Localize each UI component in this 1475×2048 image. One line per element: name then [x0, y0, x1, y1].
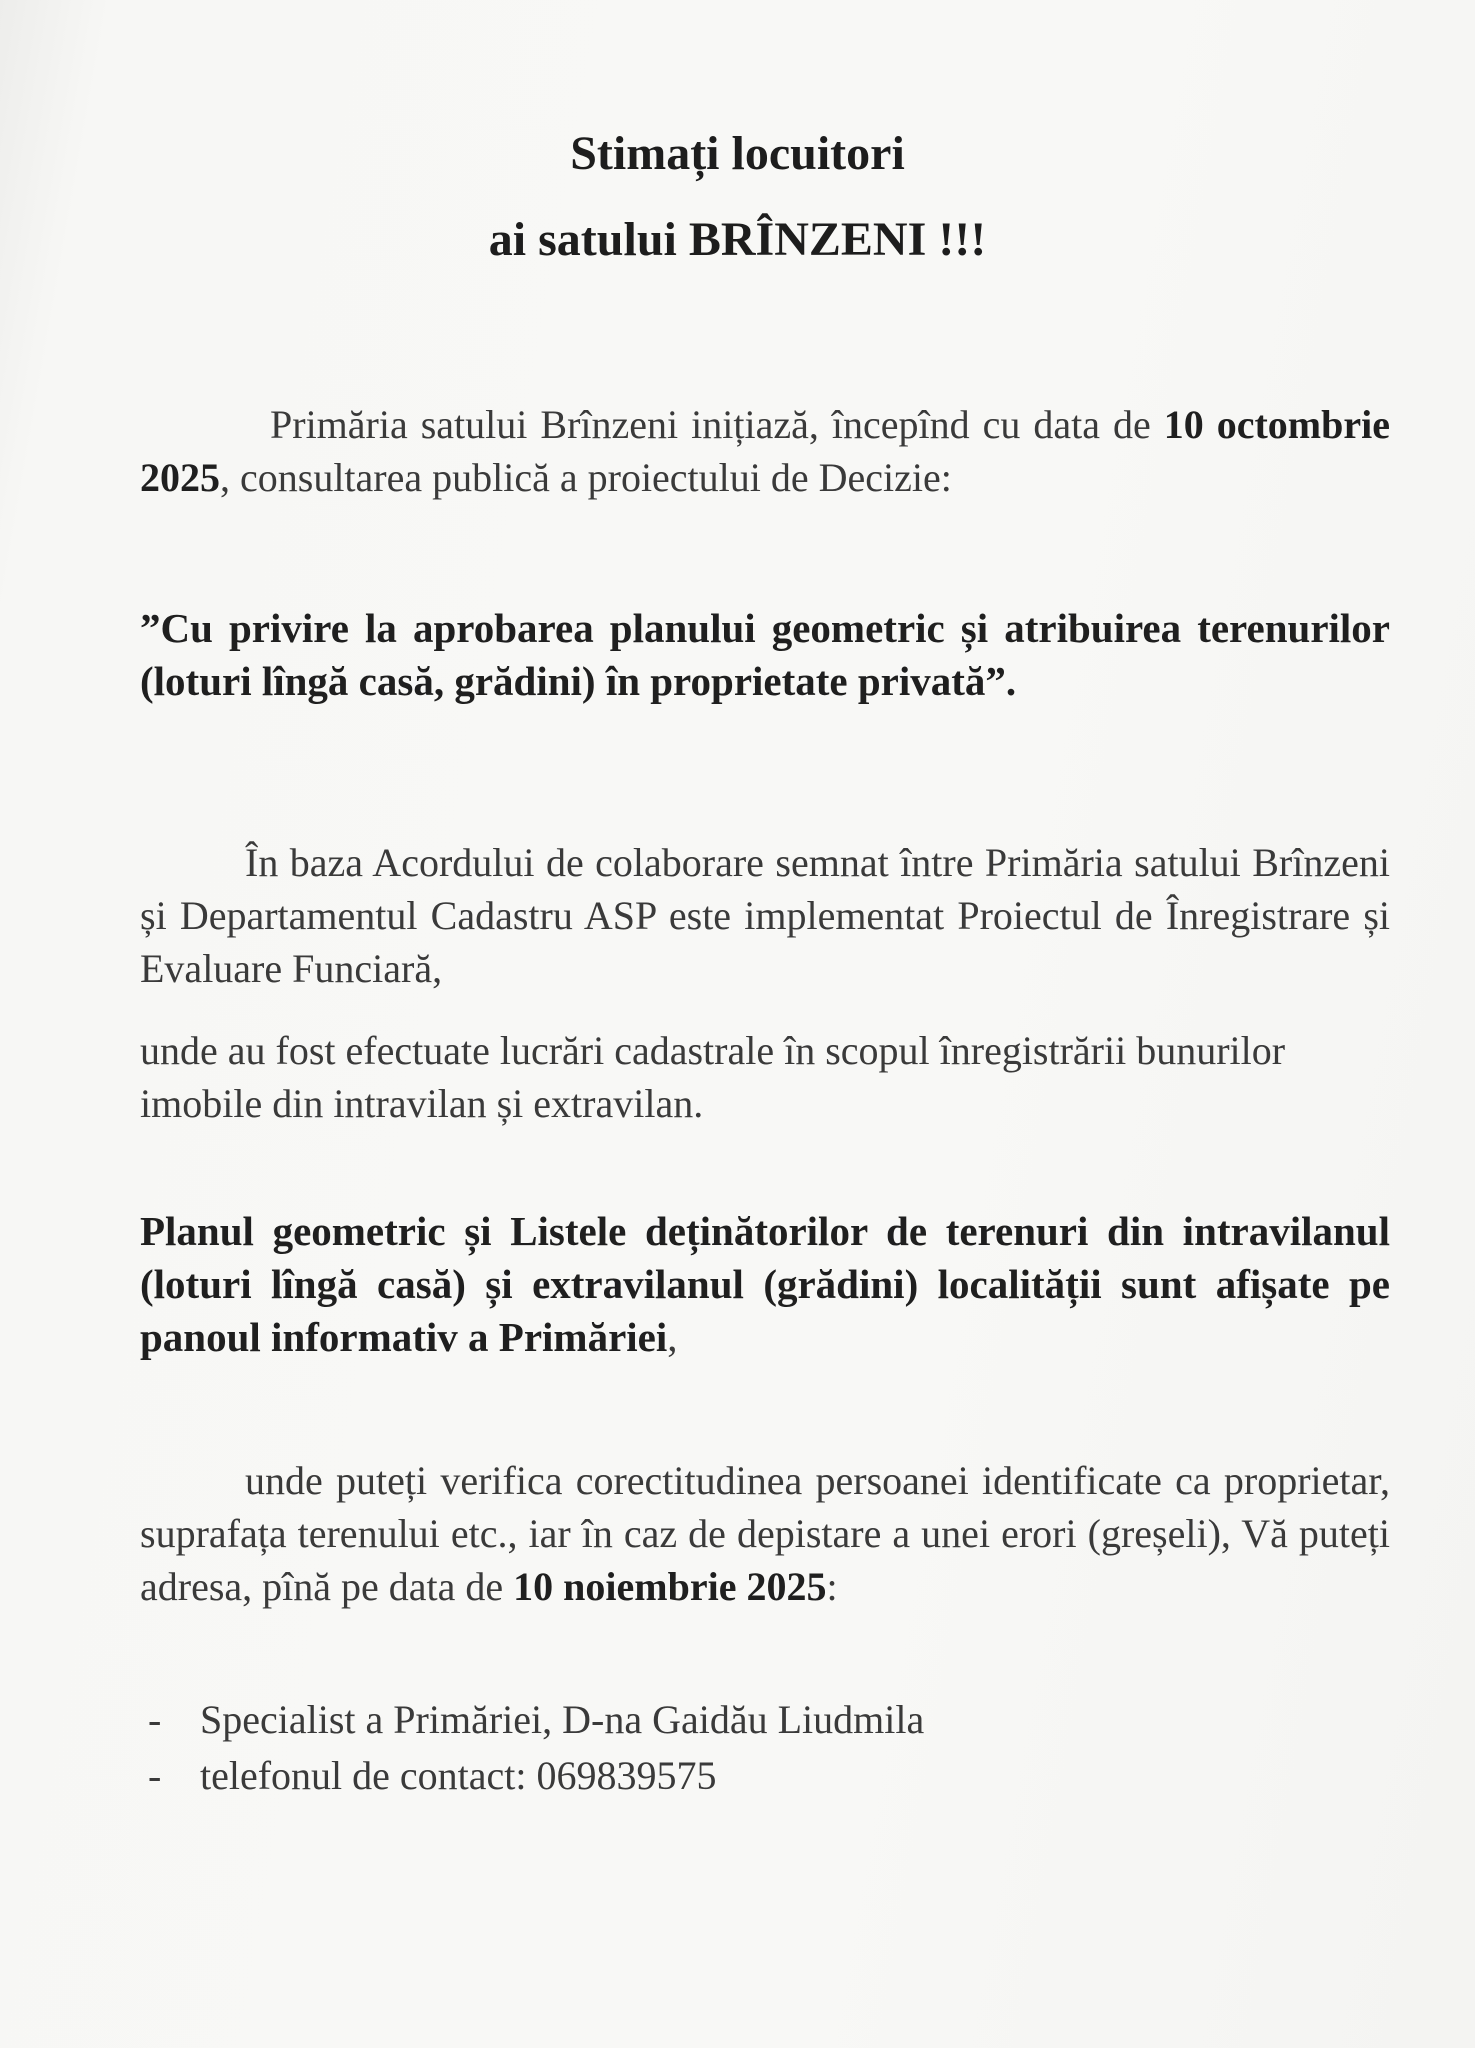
- consultation-start-date: 10 octombrie 2025: [140, 402, 1390, 500]
- contact-list: [140, 1692, 1390, 1804]
- contact-item-specialist: [140, 1692, 1390, 1748]
- plan-display-paragraph: [140, 1205, 1390, 1364]
- specialist-name: Specialist a Primăriei, D-na Gaidău Liudmila: [200, 1697, 925, 1742]
- verification-paragraph: [140, 1454, 1390, 1613]
- plan-display-tail: ,: [667, 1314, 678, 1360]
- decision-title: ”Cu privire la aprobarea planului geometric și atribuirea terenurilor (loturi lîngă casă, grădini) în proprietate privată”.: [140, 605, 1390, 704]
- verification-tail: :: [826, 1564, 838, 1609]
- heading-line-1: Stimați locuitori: [570, 127, 905, 180]
- plan-display-text: Planul geometric și Listele deținătorilor de terenuri din intravilanul (loturi lîngă casă) și extravilanul (grădini) localității sunt afișate pe panoul informativ a Primăriei: [140, 1208, 1390, 1360]
- deadline-date: 10 noiembrie 2025: [513, 1564, 827, 1609]
- list-dash: -: [148, 1697, 162, 1742]
- contact-item-phone: [140, 1748, 1390, 1804]
- intro-text-end: , consultarea publică a proiectului de Decizie:: [220, 455, 952, 500]
- agreement-paragraph: În baza Acordului de colaborare semnat între Primăria satului Brînzeni și Departamentul Cadastru ASP este implementat Proiectul de Înregistrare și Evaluare Funciară,: [140, 840, 1390, 991]
- verification-text: unde puteți verifica corectitudinea persoanei identificate ca proprietar, suprafața terenului etc., iar în caz de depistare a unei erori (greșeli), Vă puteți adresa, pînă pe data de: [140, 1458, 1390, 1609]
- intro-text: Primăria satului Brînzeni inițiază, începînd cu data de: [270, 402, 1164, 447]
- heading-line-2: ai satului BRÎNZENI !!!: [488, 213, 987, 266]
- intro-paragraph: [140, 398, 1390, 504]
- cadastral-works-paragraph: unde au fost efectuate lucrări cadastrale în scopul înregistrării bunurilor imobile din intravilan și extravilan.: [140, 1028, 1286, 1126]
- contact-phone: telefonul de contact: 069839575: [200, 1753, 717, 1798]
- list-dash: -: [148, 1753, 162, 1798]
